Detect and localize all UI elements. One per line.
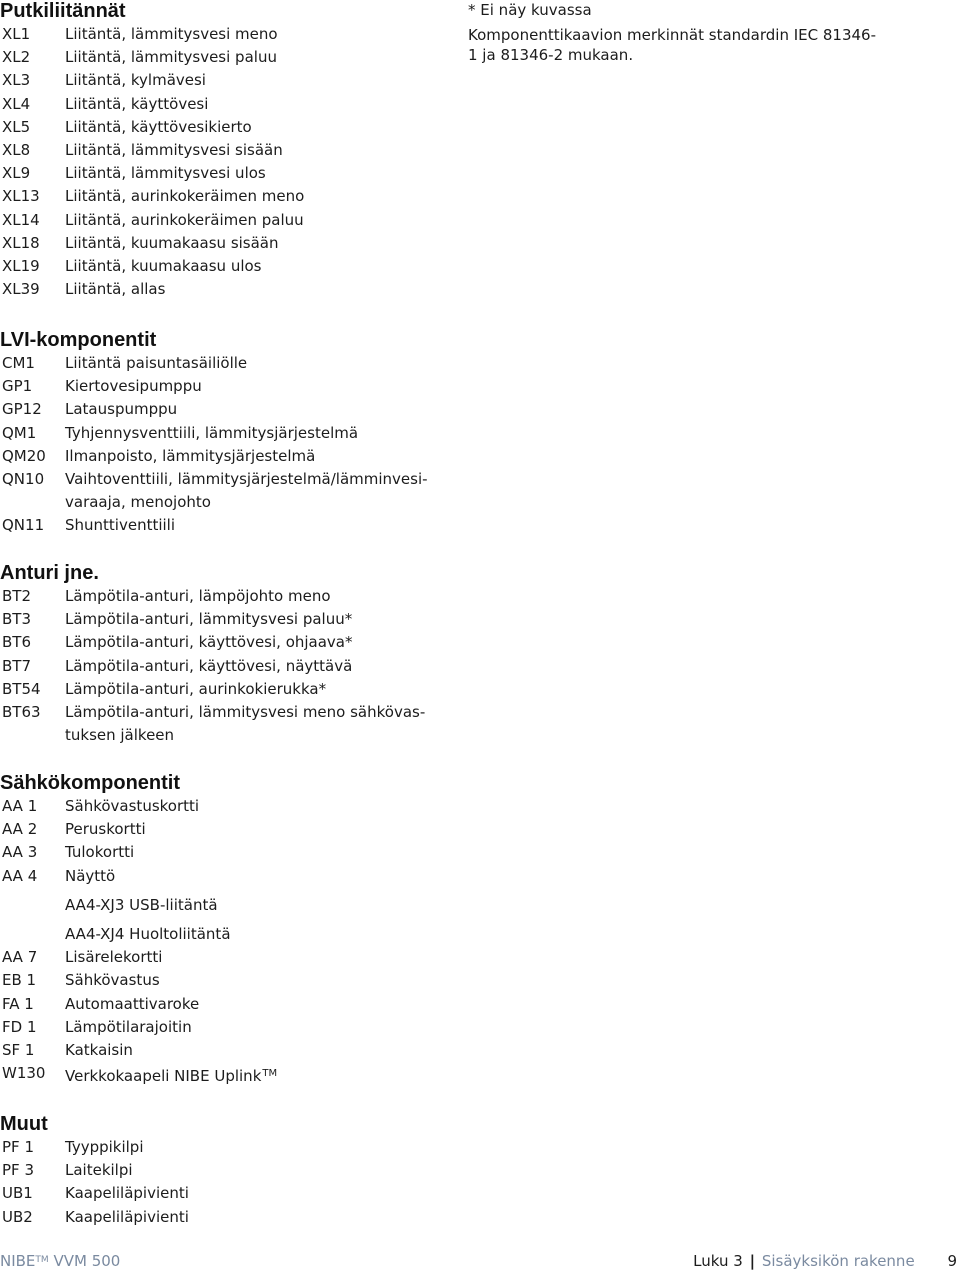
section-title: Sähkökomponentit	[0, 772, 181, 794]
list-item	[0, 1159, 440, 1182]
item-code: FD 1	[2, 1017, 37, 1036]
item-description-text: Katkaisin	[65, 1041, 133, 1060]
chapter-title: Sisäyksikön rakenne	[761, 1252, 915, 1270]
item-code: AA 1	[2, 797, 38, 815]
item-description-text: Verkkokaapeli NIBE Uplink	[65, 1067, 262, 1086]
item-description-text: Vaihtoventtiili, lämmitysjärjestelmä/lämminvesi-	[65, 470, 428, 489]
item-code	[0, 894, 65, 917]
list-item	[0, 445, 440, 468]
item-description	[65, 69, 415, 92]
list-item	[0, 841, 440, 864]
list-item	[0, 969, 440, 992]
item-description-text: Liitäntä, käyttövesi	[65, 94, 209, 113]
item-description-text: Liitäntä paisuntasäiliölle	[65, 354, 248, 372]
sub-item	[0, 917, 440, 946]
item-description	[65, 232, 415, 255]
notes	[468, 0, 898, 65]
section-hvac-components	[0, 329, 440, 538]
chapter-separator: |	[749, 1252, 756, 1270]
item-description	[65, 139, 415, 162]
section-title: LVI-komponentit	[0, 329, 157, 351]
item-description	[65, 841, 415, 864]
list-item	[0, 1039, 440, 1062]
item-description	[65, 993, 415, 1016]
footer-product	[0, 1252, 120, 1270]
item-code: QM20	[2, 446, 46, 465]
item-description-text: Liitäntä, lämmitysvesi sisään	[65, 141, 283, 160]
section-other	[0, 1113, 440, 1229]
item-description-text: Lämpötila-anturi, käyttövesi, näyttävä	[65, 656, 353, 675]
item-description	[65, 375, 415, 398]
item-description-text: Peruskortti	[65, 820, 146, 839]
section-title: Muut	[0, 1113, 48, 1135]
list-item	[0, 422, 440, 445]
item-description-text: Liitäntä, allas	[65, 280, 166, 299]
item-code: BT63	[2, 703, 41, 722]
item-description	[65, 93, 415, 116]
list-item	[0, 631, 440, 654]
item-description-text: Kaapeliläpivienti	[65, 1207, 189, 1226]
list-item	[0, 398, 440, 421]
item-description-text: Liitäntä, kylmävesi	[65, 71, 206, 90]
item-description	[65, 865, 415, 888]
item-description-text: Lämpötilarajoitin	[65, 1017, 192, 1036]
item-description	[65, 946, 415, 969]
item-description	[65, 352, 415, 375]
item-code: UB1	[2, 1184, 33, 1203]
item-code: EB 1	[2, 971, 37, 990]
item-code: XL5	[2, 117, 31, 136]
item-description	[65, 514, 415, 537]
list-item	[0, 585, 440, 608]
electrical-components-list-2	[0, 946, 440, 1088]
item-description	[65, 255, 415, 278]
item-description-text: Shunttiventtiili	[65, 516, 176, 535]
item-code: QN11	[2, 516, 45, 535]
list-item	[0, 352, 440, 375]
item-code: UB2	[2, 1207, 33, 1226]
list-item	[0, 116, 440, 139]
item-description	[65, 1182, 415, 1205]
chapter-label: Luku 3	[693, 1252, 743, 1270]
section-electrical-components	[0, 772, 440, 1088]
item-code: BT6	[2, 633, 31, 652]
electrical-components-list	[0, 795, 440, 888]
item-description	[65, 818, 415, 841]
item-description	[65, 678, 415, 701]
page-number: 9	[947, 1252, 957, 1270]
list-item	[0, 278, 440, 301]
list-item	[0, 139, 440, 162]
item-description-text: Liitäntä, lämmitysvesi ulos	[65, 164, 266, 183]
item-description-text: Tyhjennysventtiili, lämmitysjärjestelmä	[65, 423, 359, 442]
list-item	[0, 608, 440, 631]
item-code: AA 2	[2, 820, 38, 839]
page-footer	[0, 1252, 960, 1272]
item-code: XL4	[2, 94, 31, 113]
item-description	[65, 162, 415, 185]
item-description-text: Tyyppikilpi	[65, 1138, 144, 1156]
item-description-text: Tulokortti	[65, 843, 135, 862]
list-item	[0, 1062, 440, 1088]
list-item	[0, 468, 440, 514]
item-description-continued: tuksen jälkeen	[65, 726, 175, 745]
list-item	[0, 993, 440, 1016]
item-description	[65, 23, 415, 46]
list-item	[0, 655, 440, 678]
item-code: BT2	[2, 587, 31, 605]
item-description-text: AA4-XJ3 USB-liitäntä	[65, 895, 218, 914]
list-item	[0, 375, 440, 398]
item-description	[65, 1206, 415, 1229]
item-description	[65, 1136, 415, 1159]
list-item	[0, 162, 440, 185]
item-code: PF 1	[2, 1138, 34, 1156]
item-code: GP12	[2, 400, 42, 419]
item-code: XL14	[2, 210, 40, 229]
item-code: AA 4	[2, 866, 38, 885]
item-description	[65, 116, 415, 139]
item-description-text: Liitäntä, aurinkokeräimen meno	[65, 187, 305, 206]
item-description-text: Automaattivaroke	[65, 994, 200, 1013]
section-title: Anturi jne.	[0, 562, 99, 584]
item-description-text: Kiertovesipumppu	[65, 377, 202, 396]
item-description-text: Sähkövastuskortti	[65, 797, 200, 815]
electrical-subitems-list	[0, 888, 440, 946]
item-description-text: Liitäntä, aurinkokeräimen paluu	[65, 210, 304, 229]
item-description	[65, 894, 415, 917]
item-code: AA 7	[2, 948, 38, 967]
item-description-text: Ilmanpoisto, lämmitysjärjestelmä	[65, 446, 316, 465]
item-description-text: Liitäntä, lämmitysvesi meno	[65, 25, 278, 43]
item-code: BT54	[2, 679, 41, 698]
item-description-text: Liitäntä, kuumakaasu ulos	[65, 257, 262, 276]
sub-item	[0, 888, 440, 917]
item-description	[65, 795, 415, 818]
item-description	[65, 1062, 415, 1088]
item-code: XL8	[2, 141, 31, 160]
list-item	[0, 209, 440, 232]
list-item	[0, 1182, 440, 1205]
standard-note-line-2: 1 ja 81346-2 mukaan.	[468, 46, 634, 64]
list-item	[0, 232, 440, 255]
item-code: XL3	[2, 71, 31, 90]
item-description	[65, 1016, 415, 1039]
item-description-text: Lämpötila-anturi, lämpöjohto meno	[65, 587, 331, 605]
item-code: GP1	[2, 377, 33, 396]
item-description	[65, 585, 415, 608]
item-code: FA 1	[2, 994, 34, 1013]
list-item	[0, 946, 440, 969]
item-description-text: Lämpötila-anturi, lämmitysvesi paluu*	[65, 610, 353, 629]
item-description-text: Lisärelekortti	[65, 948, 163, 967]
item-code: BT3	[2, 610, 31, 629]
list-item	[0, 1016, 440, 1039]
item-description	[65, 422, 415, 445]
item-description-text: Liitäntä, lämmitysvesi paluu	[65, 48, 277, 67]
item-description	[65, 209, 415, 232]
item-description	[65, 969, 415, 992]
section-pipe-connections	[0, 0, 440, 301]
list-item	[0, 255, 440, 278]
list-item	[0, 46, 440, 69]
item-description	[65, 1159, 415, 1182]
item-description-text: Latauspumppu	[65, 400, 178, 419]
item-description-text: Liitäntä, kuumakaasu sisään	[65, 233, 279, 252]
brand-trademark: TM	[35, 1255, 49, 1265]
item-code: XL39	[2, 280, 40, 299]
item-code: PF 3	[2, 1161, 34, 1180]
footer-chapter	[693, 1252, 957, 1270]
item-code: XL18	[2, 233, 40, 252]
list-item	[0, 23, 440, 46]
item-code: AA 3	[2, 843, 38, 862]
item-code: XL1	[2, 25, 31, 43]
asterisk-note: * Ei näy kuvassa	[468, 1, 592, 19]
other-list	[0, 1136, 440, 1229]
item-code: SF 1	[2, 1041, 35, 1060]
item-code: BT7	[2, 656, 31, 675]
list-item	[0, 818, 440, 841]
list-item	[0, 514, 440, 537]
item-description-text: Liitäntä, käyttövesikierto	[65, 117, 252, 136]
product-name: VVM 500	[53, 1252, 121, 1270]
list-item	[0, 701, 440, 747]
item-description	[65, 701, 426, 747]
list-item	[0, 69, 440, 92]
item-code: QM1	[2, 423, 37, 442]
item-description	[65, 398, 415, 421]
item-description-text: Kaapeliläpivienti	[65, 1184, 189, 1203]
item-code: CM1	[2, 354, 35, 372]
pipe-connections-list	[0, 23, 440, 301]
list-item	[0, 93, 440, 116]
item-description-text: Lämpötila-anturi, käyttövesi, ohjaava*	[65, 633, 353, 652]
hvac-components-list	[0, 352, 440, 538]
list-item	[0, 678, 440, 701]
section-sensors	[0, 562, 440, 747]
item-description	[65, 185, 415, 208]
item-description	[65, 468, 428, 514]
item-description	[65, 46, 415, 69]
item-description	[65, 655, 415, 678]
list-item	[0, 795, 440, 818]
item-description	[65, 278, 415, 301]
sensors-list	[0, 585, 440, 747]
item-description-text: Lämpötila-anturi, aurinkokierukka*	[65, 679, 327, 698]
item-description	[65, 445, 415, 468]
item-description-text: AA4-XJ4 Huoltoliitäntä	[65, 925, 231, 944]
list-item	[0, 1206, 440, 1229]
brand-name: NIBE	[0, 1252, 36, 1270]
item-code: XL19	[2, 257, 40, 276]
item-description-continued: varaaja, menojohto	[65, 493, 211, 512]
standard-note-line-1: Komponenttikaavion merkinnät standardin IEC 81346-	[468, 26, 877, 44]
item-description	[65, 631, 415, 654]
item-code: QN10	[2, 470, 45, 489]
item-description	[65, 923, 415, 946]
item-description	[65, 1039, 415, 1062]
list-item	[0, 1136, 440, 1159]
item-description-text: Sähkövastus	[65, 971, 160, 990]
list-item	[0, 865, 440, 888]
item-code: W130	[2, 1064, 46, 1083]
trademark-mark: TM	[262, 1068, 278, 1080]
item-code: XL9	[2, 164, 31, 183]
item-code: XL2	[2, 48, 31, 67]
item-code	[0, 923, 65, 946]
standard-note	[468, 25, 898, 65]
list-item	[0, 185, 440, 208]
item-description-text: Lämpötila-anturi, lämmitysvesi meno sähkövas-	[65, 703, 426, 722]
item-description-text: Laitekilpi	[65, 1161, 133, 1180]
section-title: Putkiliitännät	[0, 0, 126, 22]
item-code: XL13	[2, 187, 40, 206]
item-description	[65, 608, 415, 631]
item-description-text: Näyttö	[65, 866, 116, 885]
